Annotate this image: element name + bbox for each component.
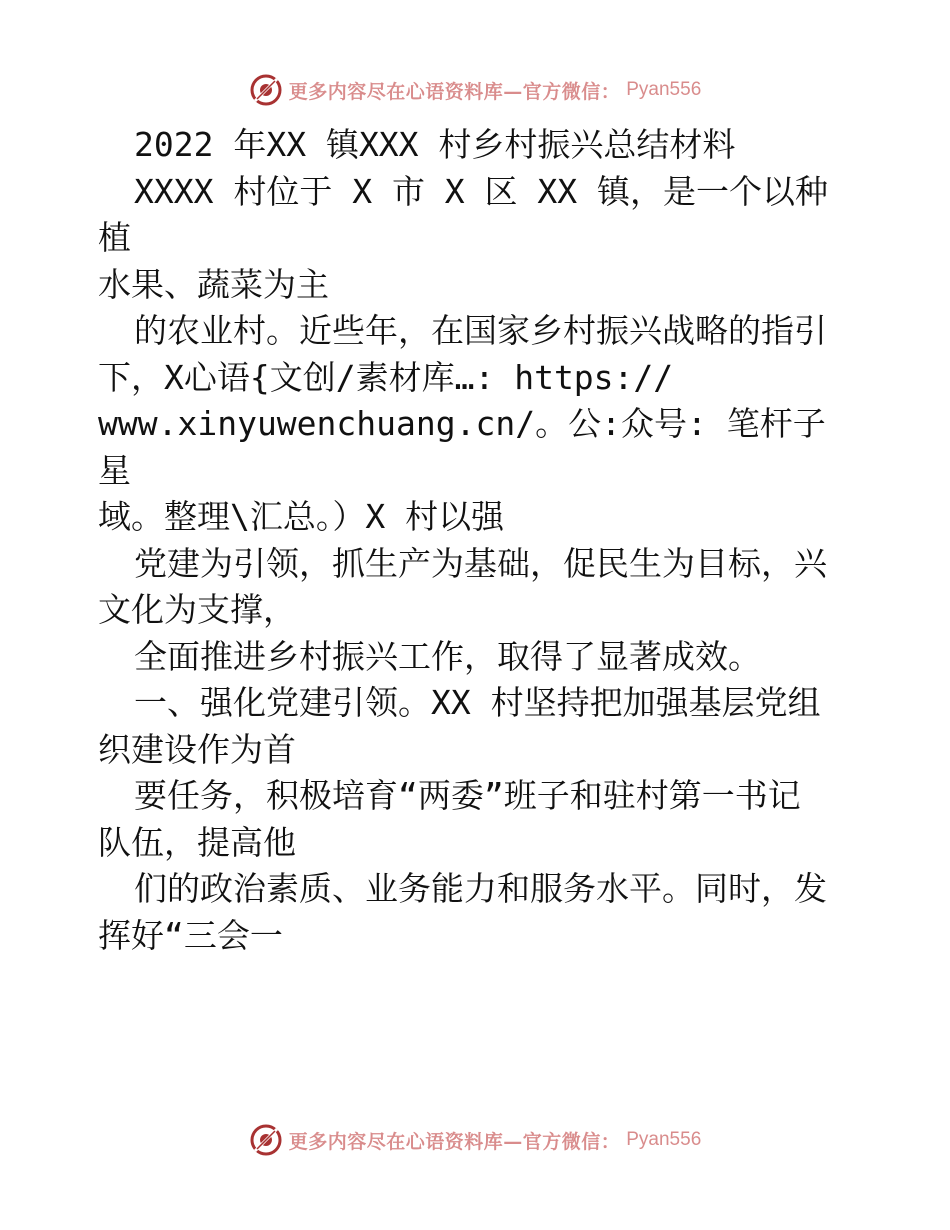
- document-line: 一、强化党建引领。XX 村坚持把加强基层党组: [134, 683, 821, 722]
- banner-wechat-id: Pyan556: [626, 79, 702, 100]
- document-line: 2022 年XX 镇XXX 村乡村振兴总结材料: [134, 125, 736, 164]
- document-line: 队伍，提高他: [98, 822, 296, 862]
- watermark-logo-icon: [249, 73, 283, 107]
- banner-text: 更多内容尽在心语资料库—官方微信：: [288, 1130, 621, 1153]
- document-line: XXXX 村位于 X 市 X 区 XX 镇，是一个以种植: [98, 171, 829, 257]
- document-line: 织建设作为首: [98, 729, 296, 769]
- header-watermark-banner: [0, 70, 950, 110]
- document-line: 的农业村。近些年，在国家乡村振兴战略的指引: [134, 311, 827, 350]
- document-line: 水果、蔬菜为主: [98, 264, 329, 304]
- footer-watermark-banner: [0, 1120, 950, 1160]
- document-line: 全面推进乡村振兴工作，取得了显著成效。: [134, 636, 761, 676]
- document-line: 文化为支撑，: [98, 590, 296, 629]
- document-line: 要任务，积极培育“两委”班子和驻村第一书记: [134, 776, 801, 815]
- document-line: 挥好“三会一: [98, 915, 283, 955]
- document-line: www.xinyuwenchuang.cn/。公:众号: 笔杆子星: [98, 404, 826, 490]
- document-line: 下，X心语{文创/素材库…: https://: [98, 357, 674, 397]
- watermark-logo-icon: [249, 1123, 283, 1157]
- document-line: 党建为引领，抓生产为基础，促民生为目标，兴: [134, 543, 827, 583]
- document-line: 域。整理\汇总。）X 村以强: [98, 497, 505, 536]
- document-body: [98, 122, 858, 959]
- banner-wechat-id: Pyan556: [626, 1129, 702, 1150]
- banner-text: 更多内容尽在心语资料库—官方微信：: [288, 80, 621, 103]
- document-line: 们的政治素质、业务能力和服务水平。同时，发: [134, 869, 827, 908]
